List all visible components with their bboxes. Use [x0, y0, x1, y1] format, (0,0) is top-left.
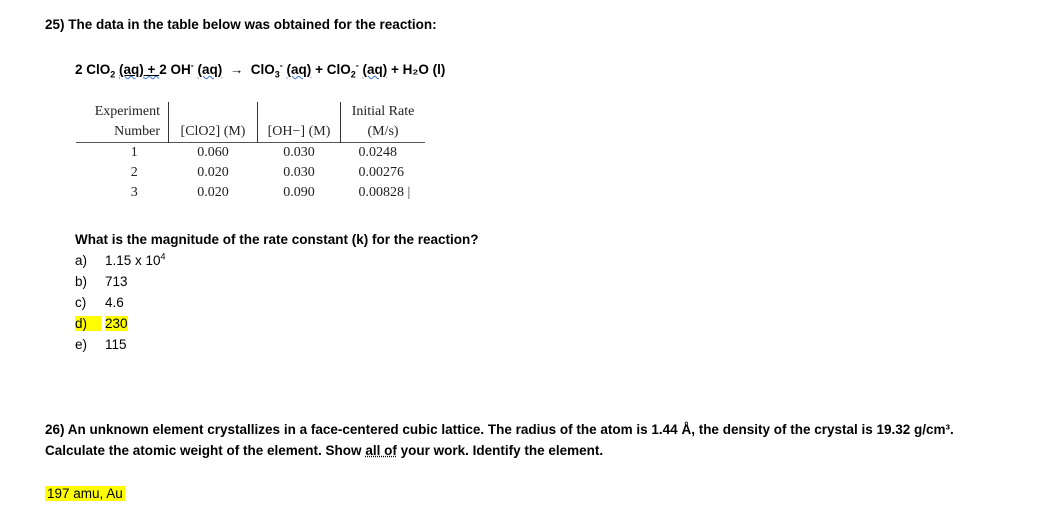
eq-oh: 2 OH-: [159, 60, 194, 77]
arrow-icon: →: [229, 62, 244, 77]
eq-aq-3: (aq): [286, 62, 312, 77]
row-clo2: 0.020: [197, 185, 229, 200]
row-number: 2: [130, 165, 138, 180]
header-oh: [OH−] (M): [258, 102, 341, 143]
option-a: a) 1.15 x $10^4$: [75, 251, 166, 268]
table-row: [76, 183, 425, 203]
table-row: [76, 163, 425, 183]
row-clo2: 0.020: [197, 165, 229, 180]
row-rate: 0.00828 |: [358, 185, 411, 200]
option-d-highlighted: d) 230: [75, 316, 128, 331]
row-oh: 0.030: [283, 165, 315, 180]
table-header-row: [76, 102, 425, 143]
question-26-line-2: Calculate the atomic weight of the element. Show all of your work. Identify the element.: [45, 443, 604, 458]
eq-clo2-product: + ClO$_2$-: [315, 60, 359, 80]
question-25-prompt: What is the magnitude of the rate constant (k) for the reaction?: [75, 232, 479, 247]
header-rate: Initial Rate (M/s): [341, 102, 426, 143]
row-clo2: 0.060: [169, 143, 258, 164]
text-cursor: |: [407, 185, 411, 200]
rate-data-table: [76, 102, 425, 203]
eq-clo2: 2 ClO$_2$: [75, 62, 116, 80]
option-c: c) 4.6: [75, 295, 124, 310]
eq-aq-1: (aq) +: [119, 62, 160, 77]
eq-aq-2: (aq): [197, 62, 223, 77]
reaction-equation: [75, 60, 446, 80]
header-experiment: Experiment Number: [94, 104, 160, 139]
question-26-answer: 197 amu, Au: [47, 486, 123, 501]
question-25-title: 25) The data in the table below was obtained for the reaction:: [45, 17, 437, 32]
row-number: 3: [130, 185, 138, 200]
eq-aq-4: (aq): [362, 62, 388, 77]
row-oh: 0.030: [258, 143, 341, 164]
eq-clo3: ClO$_3$-: [250, 60, 283, 80]
header-clo2: [ClO2] (M): [169, 102, 258, 143]
eq-water: + H₂O (l): [387, 62, 446, 77]
option-e: e) 115: [75, 337, 127, 352]
row-rate: 0.00276: [358, 165, 404, 180]
row-number: 1: [76, 143, 169, 164]
row-oh: 0.090: [283, 185, 315, 200]
row-rate: 0.0248: [341, 143, 426, 164]
table-row: [76, 143, 425, 164]
option-b: b) 713: [75, 274, 128, 289]
question-26-line-1: 26) An unknown element crystallizes in a face-centered cubic lattice. The radius of the atom is 1.44 Å, the density of the crystal is 19.32 g/cm³.: [45, 422, 954, 437]
